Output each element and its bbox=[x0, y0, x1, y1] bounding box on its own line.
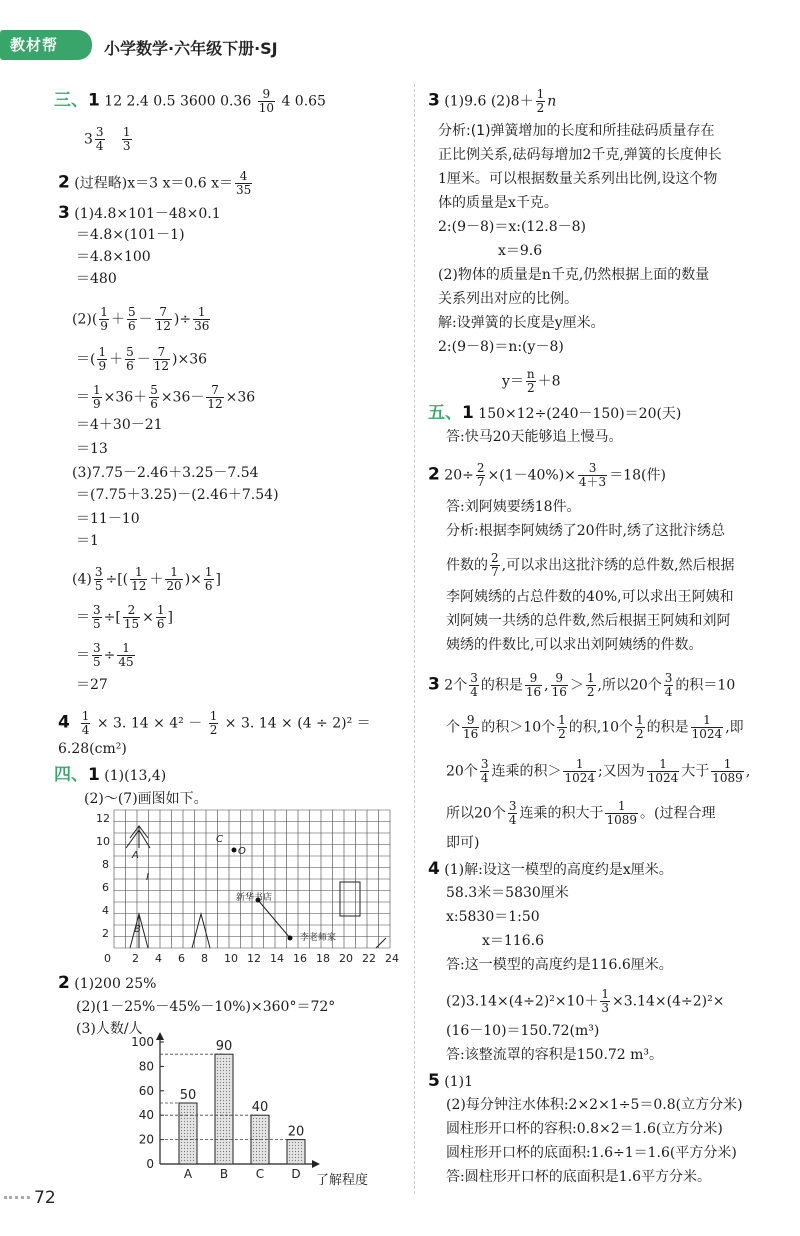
route-line bbox=[258, 900, 290, 938]
bar-fill bbox=[217, 1056, 231, 1164]
x-tick: 24 bbox=[385, 952, 399, 965]
calc-line: ＝(7.75＋3.25)－(2.46＋7.54) bbox=[76, 487, 279, 503]
calc-line: ＝13 bbox=[76, 441, 108, 457]
column-divider bbox=[414, 84, 415, 1194]
y-tick: 2 bbox=[102, 927, 109, 940]
s5-q1: 五、1 150×12÷(240－150)＝20(天) bbox=[428, 403, 682, 423]
page-decoration bbox=[4, 1196, 30, 1199]
label-o: O bbox=[238, 846, 246, 857]
calc-line: y＝ $\frac{n}{2}$ ＋8 bbox=[502, 367, 561, 395]
x-tick: 22 bbox=[362, 952, 376, 965]
point-o bbox=[232, 848, 237, 853]
s3-q1: 三、1 12 2.4 0.5 3600 0.36 $\frac{9}{10}$ 4 0.65 bbox=[54, 87, 326, 115]
analysis-line: 解:设弹簧的长度是y厘米。 bbox=[438, 315, 605, 331]
calc-line: 圆柱形开口杯的容积:0.8×2＝1.6(立方分米) bbox=[446, 1121, 723, 1137]
bar-fill bbox=[289, 1142, 303, 1164]
s5-q3-l4: 所以20个 $\frac{3}{4}$ 连乘的积大于 $\frac{1}{1089}$ 。(过程合理 bbox=[446, 799, 716, 827]
x-tick: 12 bbox=[247, 952, 261, 965]
y-tick: 6 bbox=[102, 881, 109, 894]
analysis-line: 件数的 $\frac{2}{7}$ ,可以求出这批汴绣的总件数,然后根据 bbox=[446, 551, 735, 579]
answer-line: 答:该整流罩的容积是150.72 m³。 bbox=[446, 1047, 664, 1063]
calc-line: ＝ $\frac{3}{5}$ ÷[ $\frac{2}{15}$ × $\frac{1}{6}$ ] bbox=[76, 603, 173, 631]
origin-label: 0 bbox=[104, 952, 111, 965]
analysis-line: x＝9.6 bbox=[498, 243, 543, 259]
y-tick: 100 bbox=[131, 1035, 154, 1049]
answer-line: 答:快马20天能够追上慢马。 bbox=[446, 429, 623, 445]
x-tick: 6 bbox=[178, 952, 185, 965]
answer-line: 答:这一模型的高度约是116.6厘米。 bbox=[446, 957, 673, 973]
label-c: C bbox=[216, 834, 223, 845]
coordinate-grid bbox=[92, 808, 402, 968]
analysis-line: 2:(9－8)＝n:(y－8) bbox=[438, 339, 564, 355]
y-tick: 12 bbox=[96, 812, 110, 825]
y-tick: 4 bbox=[102, 904, 109, 917]
rect-shape bbox=[340, 882, 360, 916]
x-tick: 20 bbox=[339, 952, 353, 965]
page-header bbox=[0, 0, 800, 72]
s4-q1: 四、1 (1)(13,4) bbox=[54, 765, 167, 785]
x-tick: 14 bbox=[270, 952, 284, 965]
calc-line: ＝480 bbox=[76, 271, 117, 287]
x-tick: 10 bbox=[224, 952, 238, 965]
analysis-line: 2:(9－8)＝x:(12.8－8) bbox=[438, 219, 586, 235]
answer-line: 答:圆柱形开口杯的底面积是1.6平方分米。 bbox=[446, 1169, 711, 1185]
x-tick: 4 bbox=[155, 952, 162, 965]
s5-q3-l3: 20个 $\frac{3}{4}$ 连乘的积＞ $\frac{1}{1024}$ ;又因为 $\frac{1}{1024}$ 大于 $\frac{1}{1089}$ , bbox=[446, 757, 751, 785]
page-number: 72 bbox=[34, 1188, 56, 1208]
x-tick: 16 bbox=[293, 952, 307, 965]
category-label: C bbox=[255, 1167, 265, 1181]
s5-q2: 2 20÷ $\frac{2}{7}$ ×(1－40%)× $\frac{3}{4+3}$ ＝18(件) bbox=[428, 461, 666, 489]
category-label: B bbox=[219, 1167, 229, 1181]
calc-line: (2)3.14×(4÷2)²×10＋ $\frac{1}{3}$ ×3.14×(4÷2)²× bbox=[446, 987, 725, 1015]
calc-line: 圆柱形开口杯的底面积:1.6÷1＝1.6(平方分米) bbox=[446, 1145, 737, 1161]
calc-line: ＝4.8×100 bbox=[76, 249, 151, 265]
calc-line: ＝11－10 bbox=[76, 511, 140, 527]
point-home bbox=[288, 936, 293, 941]
calc-line: (2)(1－25%－45%－10%)×360°＝72° bbox=[76, 999, 336, 1015]
analysis-line: 体的质量是x千克。 bbox=[438, 195, 558, 211]
bar-fill bbox=[253, 1117, 267, 1164]
bar-value-label: 50 bbox=[179, 1088, 197, 1103]
label-home: 李老师家 bbox=[300, 933, 337, 943]
s5-q4: 4 (1)解:设这一模型的高度约是x厘米。 bbox=[428, 859, 673, 879]
label-a: A bbox=[132, 850, 139, 861]
bar-value-label: 90 bbox=[215, 1039, 233, 1055]
analysis-line: 分析:根据李阿姨绣了20件时,绣了这批汴绣总 bbox=[446, 523, 725, 539]
chart-xlabel: 了解程度 bbox=[316, 1173, 369, 1188]
category-label: A bbox=[183, 1167, 193, 1181]
calc-line: 6.28(cm²) bbox=[58, 741, 127, 757]
analysis-line: 姨绣的件数比,可以求出刘阿姨绣的件数。 bbox=[446, 637, 703, 653]
analysis-line: 1厘米。可以根据数量关系列出比例,设这个物 bbox=[438, 171, 718, 187]
y-tick: 10 bbox=[96, 835, 110, 848]
analysis-line: 关系列出对应的比例。 bbox=[438, 291, 578, 307]
calc-line: (2)～(7)画图如下。 bbox=[84, 791, 208, 807]
brand-logo: 教材帮 bbox=[0, 30, 92, 60]
analysis-line: 分析:(1)弹簧增加的长度和所挂砝码质量存在 bbox=[438, 123, 715, 139]
y-tick: 20 bbox=[138, 1132, 154, 1147]
bar-value-label: 40 bbox=[251, 1100, 269, 1116]
label-shop: 新华书店 bbox=[236, 893, 273, 903]
calc-line: ＝ $\frac{1}{9}$ ×36＋ $\frac{5}{6}$ ×36－ $\frac{7}{12}$ ×36 bbox=[76, 383, 256, 411]
answer-line: 答:刘阿姨要绣18件。 bbox=[446, 499, 581, 515]
s3-q3-p1: 3 (1)4.8×101－48×0.1 bbox=[58, 203, 221, 223]
calc-line: ＝27 bbox=[76, 677, 108, 693]
calc-line: ＝ $\frac{3}{5}$ ÷ $\frac{1}{45}$ bbox=[76, 641, 134, 669]
s3-q1-line2: 3 $\frac{3}{4}$ $\frac{1}{3}$ bbox=[84, 125, 131, 153]
calc-line: (16－10)＝150.72(m³) bbox=[446, 1023, 600, 1039]
chart-ylabel: (3)人数/人 bbox=[76, 1021, 143, 1037]
s3-q3-p2: (2)( $\frac{1}{9}$ ＋ $\frac{5}{6}$ － $\frac{7}{12}$ )÷ $\frac{1}{36}$ bbox=[72, 305, 210, 333]
s5-q3-l1: 3 2个 $\frac{3}{4}$ 的积是 $\frac{9}{16}$ , $\frac{9}{16}$ ＞ $\frac{1}{2}$ ,所以20个 $\frac{3}{4}$ 的积＝10 bbox=[428, 671, 736, 699]
calc-line: ＝4＋30－21 bbox=[76, 417, 163, 433]
category-label: D bbox=[291, 1167, 301, 1181]
y-tick: 0 bbox=[146, 1157, 154, 1171]
r-q3: 3 (1)9.6 (2)8＋ $\frac{1}{2}$ n bbox=[428, 87, 557, 115]
label-b: B bbox=[134, 924, 141, 935]
calc-line: (2)每分钟注水体积:2×2×1÷5＝0.8(立方分米) bbox=[446, 1097, 743, 1113]
y-tick: 8 bbox=[102, 858, 109, 871]
s3-q4: 4 $\frac{1}{4}$ × 3. 14 × 4² － $\frac{1}{2}$ × 3. 14 × (4 ÷ 2)² ＝ bbox=[58, 709, 371, 737]
calc-line: ＝4.8×(101－1) bbox=[76, 227, 185, 243]
y-tick: 60 bbox=[138, 1083, 154, 1098]
calc-line: (3)7.75－2.46＋3.25－7.54 bbox=[72, 465, 259, 481]
calc-line: ＝1 bbox=[76, 533, 99, 549]
calc-line: 58.3米＝5830厘米 bbox=[446, 885, 569, 901]
label-i: I bbox=[146, 872, 149, 883]
x-tick: 8 bbox=[201, 952, 208, 965]
s3-q3-p4: (4) $\frac{3}{5}$ ÷[( $\frac{1}{12}$ ＋ $\frac{1}{20}$ )× $\frac{1}{6}$ ] bbox=[72, 565, 222, 593]
y-tick: 80 bbox=[138, 1059, 154, 1074]
bar-value-label: 20 bbox=[287, 1124, 305, 1140]
s3-q2: 2 (过程略)x＝3 x＝0.6 x＝ $\frac{4}{35}$ bbox=[58, 169, 252, 197]
x-tick: 2 bbox=[132, 952, 139, 965]
bar-fill bbox=[181, 1105, 195, 1164]
analysis-line: 刘阿姨一共绣的总件数,然后根据王阿姨和刘阿 bbox=[446, 613, 731, 629]
answer-line: 即可) bbox=[446, 835, 480, 851]
x-tick: 18 bbox=[316, 952, 330, 965]
book-title: 小学数学·六年级下册·SJ bbox=[104, 39, 278, 58]
bar-chart bbox=[120, 1030, 400, 1190]
analysis-line: 李阿姨绣的占总件数的40%,可以求出王阿姨和 bbox=[446, 589, 734, 605]
analysis-line: (2)物体的质量是n千克,仍然根据上面的数量 bbox=[438, 267, 710, 283]
calc-line: ＝( $\frac{1}{9}$ ＋ $\frac{5}{6}$ － $\frac{7}{12}$ )×36 bbox=[76, 345, 208, 373]
calc-line: x:5830＝1:50 bbox=[446, 909, 540, 925]
s5-q5: 5 (1)1 bbox=[428, 1071, 474, 1091]
calc-line: x＝116.6 bbox=[482, 933, 544, 949]
s5-q3-l2: 个 $\frac{9}{16}$ 的积＞10个 $\frac{1}{2}$ 的积,10个 $\frac{1}{2}$ 的积是 $\frac{1}{1024}$ ,即 bbox=[446, 713, 744, 741]
analysis-line: 正比例关系,砝码每增加2千克,弹簧的长度伸长 bbox=[438, 147, 722, 163]
y-tick: 40 bbox=[138, 1108, 154, 1123]
